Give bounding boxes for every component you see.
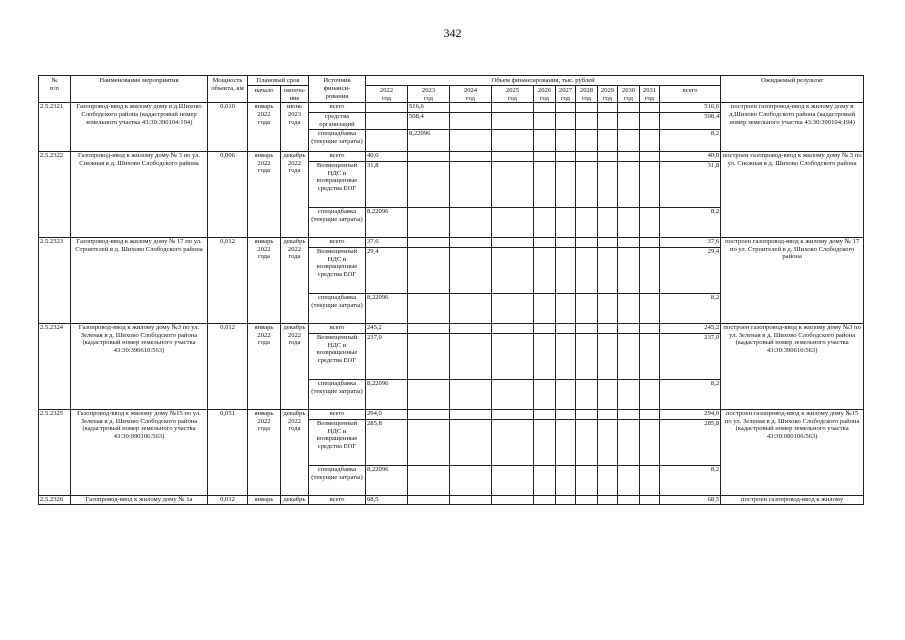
- amount-empty: [450, 419, 492, 465]
- header-year: 2024 год: [450, 85, 492, 103]
- amount-empty: [492, 237, 534, 247]
- amount-total: 285,8: [660, 419, 721, 465]
- amount-empty: [576, 113, 598, 130]
- header-year: 2025 год: [492, 85, 534, 103]
- expected-result: построен газопровод-ввод к жилому дому №3 по ул. Зеленая в д. Шихово Слободского района (кадастровый номер земельного участка 43:30:390610:563): [721, 323, 864, 409]
- amount-total: 294,0: [660, 409, 721, 419]
- amount-empty: [534, 207, 556, 237]
- amount-empty: [618, 419, 640, 465]
- amount-empty: [640, 151, 660, 161]
- entry-name: Газопровод-ввод к жилому дому в д.Шихово Слободского района (кадастровый номер земельного участка 43:30:390104:194): [71, 103, 208, 152]
- amount-empty: [492, 113, 534, 130]
- amount-empty: [640, 379, 660, 409]
- header-year: 2030 год: [618, 85, 640, 103]
- entry-number: 2.5.2324: [39, 323, 71, 409]
- funding-source: Возмещенный НДС и возвращенные средства ЕОГ: [309, 247, 366, 293]
- entry-capacity: 0,012: [208, 495, 248, 504]
- entry-capacity: 0,012: [208, 237, 248, 323]
- amount-empty: [576, 207, 598, 237]
- amount-2022: 37,6: [366, 237, 408, 247]
- entry-capacity: 0,012: [208, 323, 248, 409]
- amount-empty: [640, 247, 660, 293]
- amount-2022: 237,0: [366, 333, 408, 379]
- amount-empty: [598, 103, 618, 113]
- amount-empty: [556, 419, 576, 465]
- amount-empty: [492, 103, 534, 113]
- amount-empty: [534, 103, 556, 113]
- amount-empty: [492, 323, 534, 333]
- header-result: Ожидаемый результат: [721, 76, 864, 103]
- amount-empty: [450, 323, 492, 333]
- amount-empty: [576, 151, 598, 161]
- funding-source: спецнадбавка (текущие затраты): [309, 379, 366, 409]
- amount-empty: [598, 247, 618, 293]
- amount-2022: 29,4: [366, 247, 408, 293]
- amount-2022: [366, 103, 408, 113]
- amount-2023: [408, 333, 450, 379]
- amount-2022: 40,0: [366, 151, 408, 161]
- amount-empty: [576, 323, 598, 333]
- amount-empty: [534, 161, 556, 207]
- amount-empty: [640, 129, 660, 151]
- amount-empty: [450, 207, 492, 237]
- amount-empty: [556, 465, 576, 495]
- table-row: [39, 323, 864, 333]
- amount-total: 31,8: [660, 161, 721, 207]
- amount-empty: [534, 151, 556, 161]
- amount-empty: [618, 151, 640, 161]
- amount-2023: [408, 161, 450, 207]
- amount-empty: [450, 293, 492, 323]
- amount-empty: [576, 495, 598, 504]
- entry-start: январь 2022 года: [248, 103, 281, 152]
- amount-empty: [640, 103, 660, 113]
- amount-empty: [556, 379, 576, 409]
- expected-result: построен газопровод-ввод к жилому дому № 17 по ул. Строителей в д. Шихово Слободского района: [721, 237, 864, 323]
- entry-start: январь 2022 года: [248, 409, 281, 495]
- amount-empty: [576, 419, 598, 465]
- amount-total: 8,2: [660, 129, 721, 151]
- amount-total: 237,0: [660, 333, 721, 379]
- amount-empty: [576, 409, 598, 419]
- amount-empty: [576, 333, 598, 379]
- amount-empty: [618, 161, 640, 207]
- entry-start: январь 2022 года: [248, 151, 281, 237]
- amount-empty: [640, 495, 660, 504]
- amount-empty: [556, 113, 576, 130]
- amount-empty: [492, 151, 534, 161]
- amount-empty: [556, 333, 576, 379]
- amount-empty: [450, 113, 492, 130]
- funding-source: спецнадбавка (текущие затраты): [309, 293, 366, 323]
- entry-name: Газопровод-ввод к жилому дому №3 по ул. Зеленая в д. Шихово Слободского района (кадастровый номер земельного участка 43:30:390610:563): [71, 323, 208, 409]
- amount-empty: [618, 409, 640, 419]
- amount-empty: [598, 151, 618, 161]
- amount-empty: [492, 293, 534, 323]
- amount-2023: [408, 409, 450, 419]
- amount-2022: 245,2: [366, 323, 408, 333]
- amount-empty: [598, 129, 618, 151]
- header-total: всего: [660, 85, 721, 103]
- funding-source: спецнадбавка (текущие затраты): [309, 129, 366, 151]
- header-term: Плановый срок: [248, 76, 309, 86]
- header-year: 2023 год: [408, 85, 450, 103]
- amount-empty: [598, 409, 618, 419]
- header-year: 2022 год: [366, 85, 408, 103]
- funding-source: всего: [309, 409, 366, 419]
- amount-empty: [640, 465, 660, 495]
- amount-empty: [598, 379, 618, 409]
- header-volume: Объем финансирования, тыс. рублей: [366, 76, 721, 86]
- amount-empty: [556, 103, 576, 113]
- amount-empty: [492, 207, 534, 237]
- amount-2023: [408, 419, 450, 465]
- amount-empty: [640, 409, 660, 419]
- amount-total: 245,2: [660, 323, 721, 333]
- amount-empty: [534, 237, 556, 247]
- amount-empty: [618, 113, 640, 130]
- funding-source: всего: [309, 495, 366, 504]
- amount-empty: [556, 323, 576, 333]
- amount-empty: [450, 237, 492, 247]
- entry-end: декабрь 2022 года: [281, 409, 309, 495]
- amount-total: 8,2: [660, 207, 721, 237]
- amount-2022: [366, 129, 408, 151]
- amount-total: 8,2: [660, 293, 721, 323]
- amount-empty: [556, 409, 576, 419]
- funding-source: Возмещенный НДС и возвращенные средства ЕОГ: [309, 161, 366, 207]
- amount-2023: [408, 247, 450, 293]
- amount-empty: [640, 113, 660, 130]
- amount-empty: [640, 419, 660, 465]
- header-start: начало: [248, 85, 281, 103]
- amount-empty: [598, 161, 618, 207]
- header-year: 2027 год: [556, 85, 576, 103]
- entry-end: июнь 2023 года: [281, 103, 309, 152]
- amount-empty: [576, 465, 598, 495]
- expected-result: построен газопровод-ввод к жилому дому № 3 по ул. Снежная в д. Шихово Слободского района: [721, 151, 864, 237]
- amount-empty: [598, 333, 618, 379]
- amount-2022: [366, 113, 408, 130]
- header-name: Наименование мероприятия: [71, 76, 208, 103]
- amount-empty: [618, 207, 640, 237]
- entry-start: январь 2022 года: [248, 323, 281, 409]
- amount-2022: 8,22096: [366, 293, 408, 323]
- amount-empty: [450, 465, 492, 495]
- header-year: 2029 год: [598, 85, 618, 103]
- header-source: Источник финанси- рования: [309, 76, 366, 103]
- funding-source: спецнадбавка (текущие затраты): [309, 207, 366, 237]
- amount-2023: [408, 151, 450, 161]
- table-row: [39, 495, 864, 504]
- entry-name: Газопровод-ввод к жилому дому № 1а: [71, 495, 208, 504]
- header-year: 2028 год: [576, 85, 598, 103]
- header-end: оконча- ние: [281, 85, 309, 103]
- funding-source: Возмещенный НДС и возвращенные средства ЕОГ: [309, 419, 366, 465]
- amount-empty: [598, 113, 618, 130]
- amount-empty: [556, 161, 576, 207]
- amount-total: 29,4: [660, 247, 721, 293]
- amount-total: 8,2: [660, 465, 721, 495]
- amount-empty: [618, 293, 640, 323]
- funding-source: всего: [309, 323, 366, 333]
- funding-source: всего: [309, 151, 366, 161]
- entry-capacity: 0,051: [208, 409, 248, 495]
- amount-empty: [534, 379, 556, 409]
- expected-result: построен газопровод-ввод к жилому: [721, 495, 864, 504]
- amount-empty: [450, 103, 492, 113]
- expected-result: построен газопровод-ввод к жилому дому в д.Шихово Слободского района (кадастровый номер земельного участка 43:30:390104:194): [721, 103, 864, 152]
- amount-empty: [492, 379, 534, 409]
- amount-empty: [556, 247, 576, 293]
- table-row: [39, 151, 864, 161]
- amount-empty: [534, 129, 556, 151]
- amount-empty: [618, 323, 640, 333]
- amount-empty: [534, 323, 556, 333]
- entry-capacity: 0,006: [208, 151, 248, 237]
- amount-empty: [618, 465, 640, 495]
- entry-end: декабрь 2022 года: [281, 323, 309, 409]
- table-row: [39, 237, 864, 247]
- amount-empty: [492, 161, 534, 207]
- amount-empty: [450, 379, 492, 409]
- amount-2022: 8,22096: [366, 465, 408, 495]
- amount-2022: 285,8: [366, 419, 408, 465]
- amount-empty: [598, 207, 618, 237]
- amount-empty: [640, 207, 660, 237]
- amount-empty: [492, 409, 534, 419]
- amount-empty: [556, 207, 576, 237]
- entry-number: 2.5.2322: [39, 151, 71, 237]
- amount-empty: [576, 293, 598, 323]
- entry-number: 2.5.2326: [39, 495, 71, 504]
- amount-empty: [640, 293, 660, 323]
- entry-end: декабрь: [281, 495, 309, 504]
- amount-empty: [492, 419, 534, 465]
- amount-empty: [576, 247, 598, 293]
- amount-empty: [618, 495, 640, 504]
- amount-empty: [598, 323, 618, 333]
- amount-empty: [408, 495, 450, 504]
- amount-empty: [576, 129, 598, 151]
- amount-empty: [640, 333, 660, 379]
- amount-empty: [492, 247, 534, 293]
- amount-2022: 8,22096: [366, 379, 408, 409]
- amount-empty: [618, 379, 640, 409]
- amount-2023: [408, 323, 450, 333]
- entry-capacity: 0,010: [208, 103, 248, 152]
- amount-empty: [534, 113, 556, 130]
- amount-empty: [576, 103, 598, 113]
- entry-name: Газопровод-ввод к жилому дому № 17 по ул. Строителей в д. Шихово Слободского района: [71, 237, 208, 323]
- table-row: [39, 409, 864, 419]
- amount-empty: [534, 247, 556, 293]
- amount-empty: [534, 333, 556, 379]
- amount-empty: [450, 129, 492, 151]
- table-row: [39, 103, 864, 113]
- amount-empty: [492, 129, 534, 151]
- amount-empty: [576, 237, 598, 247]
- amount-empty: [450, 333, 492, 379]
- entry-end: декабрь 2022 года: [281, 237, 309, 323]
- amount-empty: [598, 419, 618, 465]
- amount-2023: [408, 207, 450, 237]
- amount-empty: [598, 293, 618, 323]
- amount-total: 68,5: [660, 495, 721, 504]
- amount-empty: [556, 293, 576, 323]
- amount-empty: [640, 161, 660, 207]
- entry-start: январь 2022 года: [248, 237, 281, 323]
- amount-empty: [556, 151, 576, 161]
- header-capacity: Мощность объекта, км: [208, 76, 248, 103]
- entry-number: 2.5.2325: [39, 409, 71, 495]
- amount-2022: 31,8: [366, 161, 408, 207]
- amount-empty: [534, 495, 556, 504]
- amount-empty: [450, 247, 492, 293]
- expected-result: построен газопровод-ввод к жилому дому №15 по ул. Зеленая в д. Шихово Слободского района (кадастровый номер земельного участка 43:30:090106:563): [721, 409, 864, 495]
- entry-name: Газопровод-ввод к жилому дому № 3 по ул. Снежная в д. Шихово Слободского района: [71, 151, 208, 237]
- amount-empty: [598, 237, 618, 247]
- entry-end: декабрь 2022 года: [281, 151, 309, 237]
- amount-total: 40,0: [660, 151, 721, 161]
- amount-empty: [618, 103, 640, 113]
- amount-empty: [450, 409, 492, 419]
- amount-empty: [598, 495, 618, 504]
- entry-start: январь: [248, 495, 281, 504]
- amount-2023: 8,22096: [408, 129, 450, 151]
- amount-empty: [556, 129, 576, 151]
- amount-total: 37,6: [660, 237, 721, 247]
- amount-2023: [408, 237, 450, 247]
- amount-2022: 294,0: [366, 409, 408, 419]
- amount-2023: 516,6: [408, 103, 450, 113]
- amount-empty: [556, 237, 576, 247]
- amount-empty: [534, 409, 556, 419]
- funding-source: спецнадбавка (текущие затраты): [309, 465, 366, 495]
- amount-2022: 68,5: [366, 495, 408, 504]
- amount-empty: [492, 465, 534, 495]
- funding-source: всего: [309, 237, 366, 247]
- header-num: № п/п: [39, 76, 71, 103]
- amount-empty: [640, 323, 660, 333]
- amount-2023: [408, 465, 450, 495]
- amount-empty: [640, 237, 660, 247]
- financing-table: [38, 75, 864, 505]
- amount-empty: [450, 161, 492, 207]
- amount-empty: [534, 465, 556, 495]
- amount-empty: [556, 495, 576, 504]
- amount-empty: [576, 379, 598, 409]
- page-number: 342: [443, 26, 462, 40]
- amount-total: 508,4: [660, 113, 721, 130]
- amount-2023: [408, 293, 450, 323]
- amount-2023: [408, 379, 450, 409]
- amount-empty: [534, 419, 556, 465]
- amount-2022: 8,22096: [366, 207, 408, 237]
- amount-empty: [492, 333, 534, 379]
- entry-name: Газопровод-ввод к жилому дому №15 по ул. Зеленая в д. Шихово Слободского района (кадастровый номер земельного участка 43:30:090106:563): [71, 409, 208, 495]
- funding-source: Возмещенный НДС и возвращенные средства ЕОГ: [309, 333, 366, 379]
- amount-empty: [492, 495, 534, 504]
- amount-empty: [618, 237, 640, 247]
- amount-empty: [450, 151, 492, 161]
- funding-source: средства организаций: [309, 113, 366, 130]
- amount-empty: [576, 161, 598, 207]
- header-year: 2026 год: [534, 85, 556, 103]
- amount-empty: [618, 333, 640, 379]
- amount-empty: [618, 247, 640, 293]
- entry-number: 2.5.2323: [39, 237, 71, 323]
- entry-number: 2.5.2321: [39, 103, 71, 152]
- amount-empty: [534, 293, 556, 323]
- amount-total: 516,6: [660, 103, 721, 113]
- header-year: 2031 год: [640, 85, 660, 103]
- amount-2023: 508,4: [408, 113, 450, 130]
- amount-empty: [618, 129, 640, 151]
- funding-source: всего: [309, 103, 366, 113]
- amount-total: 8,2: [660, 379, 721, 409]
- amount-empty: [598, 465, 618, 495]
- amount-empty: [450, 495, 492, 504]
